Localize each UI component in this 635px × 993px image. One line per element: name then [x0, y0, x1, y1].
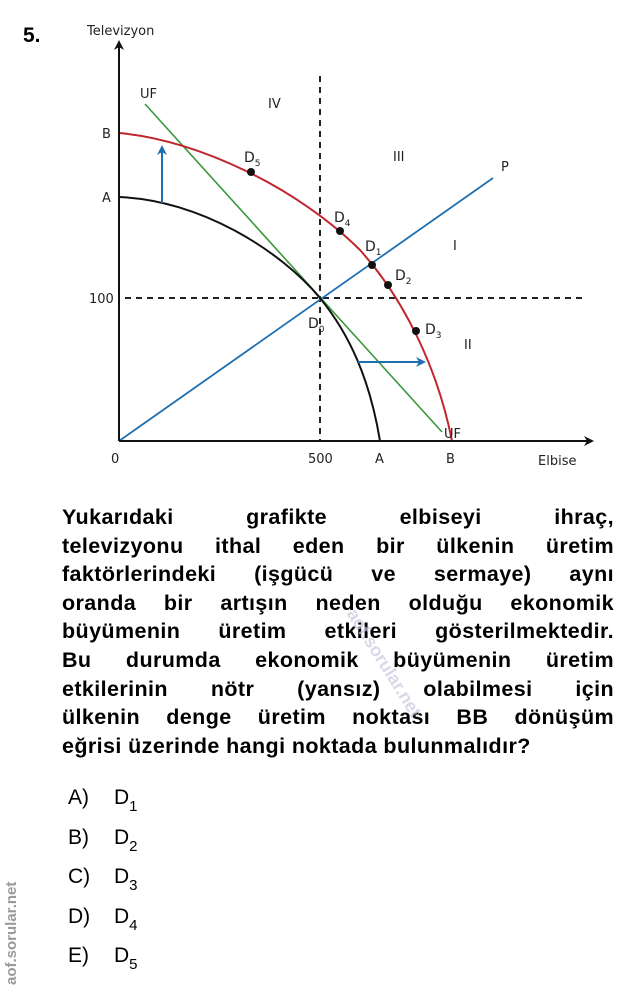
point-d2: [384, 281, 392, 289]
region-iv: IV: [268, 97, 281, 112]
x-tick-0: 0: [111, 452, 120, 467]
x-tick-500: 500: [308, 452, 333, 467]
uf-label-top: UF: [140, 87, 157, 102]
option-letter: C): [68, 865, 91, 888]
p-line: [119, 178, 493, 441]
question-line: ülkenin denge üretim noktası BB dönüşüm: [62, 705, 614, 730]
point-d4: [336, 227, 344, 235]
option-value: $D_2$: [114, 825, 138, 855]
question-line: oranda bir artışın neden olduğu ekonomik: [62, 590, 614, 615]
p-label: P: [501, 160, 509, 175]
option-value: $D_3$: [114, 865, 138, 894]
question-line: faktörlerindeki (işgücü ve sermaye) aynı: [62, 562, 614, 587]
question-line: etkilerinin nötr (yansız) olabilmesi için: [62, 676, 614, 701]
option-letter: D): [68, 904, 91, 928]
label-d1: $D_1$: [365, 239, 382, 258]
question-line: eğrisi üzerinde hangi noktada bulunmalıdır?: [62, 733, 531, 758]
label-d4: $D_4$: [334, 210, 351, 229]
question-text: [62, 503, 614, 760]
option-b[interactable]: [68, 826, 138, 866]
option-value: $D_5$: [114, 944, 138, 973]
uf-label-bottom: UF: [444, 427, 461, 442]
watermark-side: aof.sorular.net: [3, 881, 20, 985]
question-line: televizyonu ithal eden bir ülkenin üretim: [62, 533, 614, 558]
label-d3: $D_3$: [425, 322, 442, 341]
y-axis-label: Televizyon: [87, 24, 155, 39]
option-value: $D_1$: [114, 786, 138, 815]
option-a[interactable]: [68, 786, 138, 826]
option-e[interactable]: [68, 944, 138, 984]
region-iii: III: [393, 150, 405, 165]
label-d2: $D_2$: [395, 268, 412, 287]
y-tick-a: A: [102, 191, 111, 206]
x-tick-b: B: [446, 452, 455, 467]
region-ii: II: [464, 338, 472, 353]
x-tick-a: A: [375, 452, 384, 467]
point-d1: [368, 261, 376, 269]
option-letter: A): [68, 786, 89, 809]
bb-curve: [119, 133, 452, 441]
option-letter: E): [68, 944, 89, 967]
x-axis-label: Elbise: [538, 454, 577, 469]
y-tick-100: 100: [89, 292, 114, 307]
label-d0: $D_0$: [308, 316, 325, 335]
region-i: I: [453, 239, 457, 254]
option-d[interactable]: [68, 905, 138, 945]
question-line: Bu durumda ekonomik büyümenin üretim: [62, 647, 614, 672]
point-d5: [247, 168, 255, 176]
question-line: büyümenin üretim etkileri gösterilmektedir.: [62, 619, 614, 644]
watermark-diagonal: aof.sorular.net: [343, 605, 426, 721]
question-number: 5.: [23, 24, 41, 47]
y-tick-b: B: [102, 127, 111, 142]
label-d5: $D_5$: [244, 150, 261, 169]
ppf-chart: [0, 0, 635, 480]
option-c[interactable]: [68, 865, 138, 905]
option-value: $D_4$: [114, 904, 138, 934]
answer-options: [68, 786, 138, 984]
option-letter: B): [68, 825, 89, 849]
question-line: Yukarıdaki grafikte elbiseyi ihraç,: [62, 505, 614, 529]
point-d3: [412, 327, 420, 335]
